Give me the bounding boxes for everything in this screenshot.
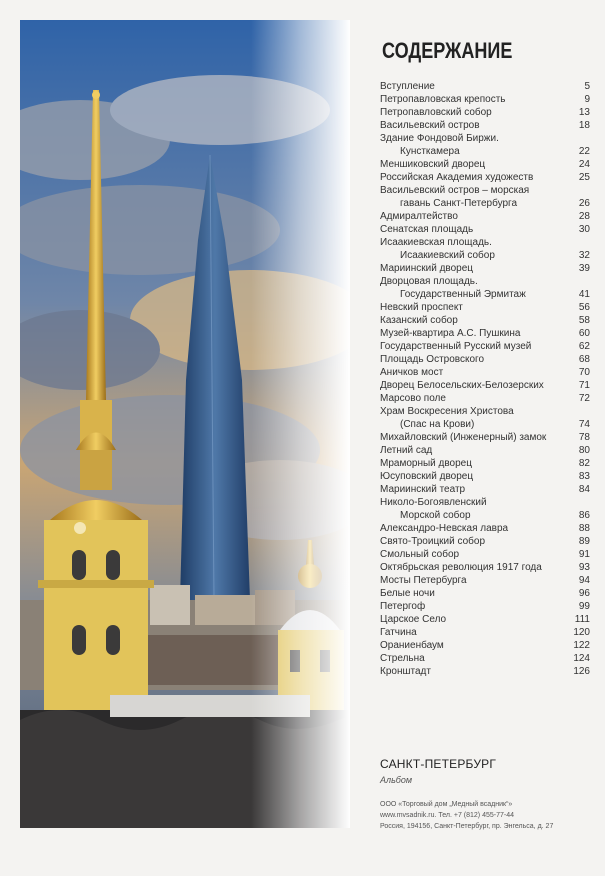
toc-entry: [380, 93, 590, 106]
toc-entry-label-line: Невский проспект: [380, 302, 463, 313]
toc-entry-label: [380, 457, 472, 470]
toc-entry-label: [380, 340, 531, 353]
toc-entry: [380, 405, 590, 431]
toc-entry-page: 26: [578, 198, 590, 209]
toc-entry-label-line: Александро-Невская лавра: [380, 523, 509, 534]
toc-entry: [380, 210, 590, 223]
toc-entry-page: 58: [578, 315, 590, 326]
toc-entry: [380, 587, 590, 600]
toc-entry: [380, 301, 590, 314]
photo-fade-overlay: [20, 20, 350, 828]
toc-entry-label-continuation: Государственный Эрмитаж: [400, 289, 526, 300]
toc-entry: [380, 483, 590, 496]
toc-entry-page: 25: [578, 172, 590, 183]
toc-entry: [380, 262, 590, 275]
toc-entry: [380, 171, 590, 184]
toc-entry: [380, 561, 590, 574]
toc-entry-label-line: Петропавловская крепость: [380, 94, 506, 105]
toc-entry-label: [380, 379, 544, 392]
toc-entry-page: 96: [578, 588, 590, 599]
toc-entry-label: [380, 535, 485, 548]
toc-entry: [380, 327, 590, 340]
toc-entry: [380, 613, 590, 626]
toc-entry-page: 84: [578, 484, 590, 495]
toc-entry-page: 22: [578, 146, 590, 157]
toc-entry-label: [380, 210, 458, 223]
toc-entry-label: [380, 158, 485, 171]
publisher-line-2: www.mvsadnik.ru. Тел. +7 (812) 455-77-44: [380, 812, 514, 819]
toc-entry-label: [380, 470, 473, 483]
toc-entry: [380, 132, 590, 158]
toc-entry-page: 70: [578, 367, 590, 378]
toc-entry-page: 32: [578, 250, 590, 261]
toc-entry-label-line: Российская Академия художеств: [380, 172, 534, 183]
toc-entry-label: [380, 275, 526, 301]
toc-entry-page: 93: [578, 562, 590, 573]
toc-entry-label: [380, 171, 533, 184]
toc-entry-label: [380, 184, 529, 210]
toc-entry: [380, 652, 590, 665]
toc-entry-page: 91: [578, 549, 590, 560]
toc-entry: [380, 353, 590, 366]
toc-title: СОДЕРЖАНИЕ: [382, 38, 513, 63]
toc-entry-page: 60: [578, 328, 590, 339]
toc-entry-page: 39: [578, 263, 590, 274]
toc-entry-page: 74: [578, 419, 590, 430]
toc-entry-label: [380, 652, 425, 665]
toc-entry: [380, 548, 590, 561]
toc-entry-label: [380, 613, 446, 626]
toc-entry-page: 62: [578, 341, 590, 352]
toc-entry-label-line: Дворцовая площадь.: [380, 276, 478, 287]
toc-entry-label: [380, 301, 463, 314]
toc-entry-label-line: Смольный собор: [380, 549, 460, 560]
toc-entry-label-line: Октябрьская революция 1917 года: [380, 562, 542, 573]
toc-entry-page: 78: [578, 432, 590, 443]
toc-list: [380, 80, 590, 678]
toc-entry-label-continuation: гавань Санкт-Петербурга: [400, 198, 518, 209]
toc-entry: [380, 223, 590, 236]
toc-entry-label-line: Петергоф: [380, 601, 426, 612]
toc-entry-label: [380, 626, 417, 639]
toc-entry-label-line: Свято-Троицкий собор: [380, 536, 486, 547]
toc-entry-label-line: Казанский собор: [380, 315, 458, 326]
toc-entry-label-line: Меншиковский дворец: [380, 159, 486, 170]
toc-entry-page: 80: [578, 445, 590, 456]
toc-entry-label-line: Летний сад: [380, 445, 433, 456]
toc-entry-label-line: Белые ночи: [380, 588, 435, 599]
toc-entry-page: 5: [584, 81, 590, 92]
toc-entry-page: 126: [573, 666, 590, 677]
book-title: САНКТ-ПЕТЕРБУРГ: [380, 757, 497, 771]
toc-entry-label-line: Музей-квартира А.С. Пушкина: [380, 328, 521, 339]
toc-entry: [380, 366, 590, 379]
toc-entry-label-continuation: Морской собор: [400, 510, 471, 521]
toc-entry-label-line: Стрельна: [380, 653, 425, 664]
toc-entry-label-continuation: (Спас на Крови): [400, 419, 475, 430]
toc-entry-label: [380, 483, 465, 496]
toc-entry-page: 111: [574, 614, 590, 625]
publisher-line-1: ООО «Торговый дом „Медный всадник“»: [380, 801, 513, 808]
toc-entry-label: [380, 132, 499, 158]
toc-entry-label-continuation: Исаакиевский собор: [400, 250, 495, 261]
toc-entry-label: [380, 93, 506, 106]
toc-entry-page: 122: [573, 640, 590, 651]
toc-entry: [380, 535, 590, 548]
book-imprint: [380, 757, 590, 832]
toc-entry-label: [380, 665, 431, 678]
toc-entry: [380, 392, 590, 405]
toc-entry-label-line: Сенатская площадь: [380, 224, 474, 235]
toc-entry-label: [380, 236, 495, 262]
toc-entry-label-line: Здание Фондовой Биржи.: [380, 133, 499, 144]
toc-entry: [380, 314, 590, 327]
toc-entry-label-line: Михайловский (Инженерный) замок: [380, 432, 547, 443]
toc-entry: [380, 379, 590, 392]
toc-entry-page: 56: [578, 302, 590, 313]
toc-entry-page: 99: [578, 601, 590, 612]
toc-entry: [380, 457, 590, 470]
toc-entry: [380, 665, 590, 678]
toc-entry: [380, 431, 590, 444]
toc-entry-page: 124: [573, 653, 590, 664]
toc-entry-label: [380, 639, 444, 652]
toc-entry-label-line: Ораниенбаум: [380, 640, 444, 651]
toc-entry-label-continuation: Кунсткамера: [400, 146, 460, 157]
toc-entry: [380, 639, 590, 652]
toc-entry-label: [380, 119, 480, 132]
toc-entry: [380, 496, 590, 522]
toc-entry-label: [380, 496, 487, 522]
toc-entry-label: [380, 587, 435, 600]
toc-entry: [380, 80, 590, 93]
toc-entry: [380, 275, 590, 301]
toc-entry-label-line: Юсуповский дворец: [380, 471, 474, 482]
toc-entry-page: 9: [584, 94, 590, 105]
toc-entry-label: [380, 314, 458, 327]
toc-entry: [380, 106, 590, 119]
toc-entry-label-line: Гатчина: [380, 627, 417, 638]
toc-entry-label-line: Мраморный дворец: [380, 458, 472, 469]
toc-entry-label-line: Марсово поле: [380, 393, 446, 404]
toc-entry: [380, 600, 590, 613]
toc-entry-page: 71: [578, 380, 590, 391]
toc-entry-label: [380, 431, 546, 444]
toc-entry-label: [380, 392, 446, 405]
toc-entry-label: [380, 405, 514, 431]
toc-entry-label-line: Аничков мост: [380, 367, 444, 378]
toc-entry-label: [380, 548, 459, 561]
toc-entry: [380, 626, 590, 639]
toc-entry: [380, 340, 590, 353]
toc-entry-label-line: Васильевский остров: [380, 120, 480, 131]
toc-entry-label: [380, 80, 435, 93]
toc-entry-label: [380, 327, 520, 340]
toc-entry-label: [380, 366, 443, 379]
toc-entry-page: 89: [578, 536, 590, 547]
toc-entry-label: [380, 561, 542, 574]
toc-entry-page: 83: [578, 471, 590, 482]
toc-entry-label-line: Мариинский театр: [380, 484, 466, 495]
toc-entry-label-line: Николо-Богоявленский: [380, 497, 487, 508]
toc-entry-label-line: Храм Воскресения Христова: [380, 406, 514, 417]
toc-entry-page: 120: [573, 627, 590, 638]
toc-entry: [380, 119, 590, 132]
toc-entry-label: [380, 600, 425, 613]
toc-entry-label-line: Царское Село: [380, 614, 447, 625]
toc-entry-page: 30: [578, 224, 590, 235]
book-subtitle: Альбом: [380, 775, 413, 785]
toc-entry-page: 41: [578, 289, 590, 300]
toc-entry-page: 28: [578, 211, 590, 222]
toc-entry-page: 86: [578, 510, 590, 521]
toc-entry-label: [380, 223, 473, 236]
toc-entry-page: 18: [578, 120, 590, 131]
toc-entry-label-line: Мосты Петербурга: [380, 575, 467, 586]
toc-entry-label: [380, 353, 484, 366]
toc-entry-label: [380, 444, 432, 457]
toc-entry: [380, 522, 590, 535]
toc-entry-label-line: Васильевский остров – морская: [380, 185, 530, 196]
toc-entry-label-line: Исаакиевская площадь.: [380, 237, 492, 248]
toc-entry-page: 13: [578, 107, 590, 118]
toc-entry-label-line: Площадь Островского: [380, 354, 485, 365]
toc-entry: [380, 574, 590, 587]
toc-entry-page: 72: [578, 393, 590, 404]
toc-entry-label-line: Адмиралтейство: [380, 211, 458, 222]
toc-entry-label-line: Вступление: [380, 81, 435, 92]
toc-entry-page: 88: [578, 523, 590, 534]
toc-entry-label-line: Мариинский дворец: [380, 263, 474, 274]
toc-entry: [380, 470, 590, 483]
toc-entry-label: [380, 574, 467, 587]
toc-entry-label-line: Дворец Белосельских-Белозерских: [380, 380, 544, 391]
toc-entry: [380, 184, 590, 210]
toc-entry-page: 68: [578, 354, 590, 365]
toc-entry-label: [380, 522, 508, 535]
cover-photo: [20, 20, 350, 828]
toc-entry-page: 24: [578, 159, 590, 170]
toc-entry: [380, 236, 590, 262]
toc-entry-label-line: Государственный Русский музей: [380, 341, 532, 352]
toc-entry-label-line: Петропавловский собор: [380, 107, 492, 118]
toc-entry-label: [380, 262, 473, 275]
toc-entry: [380, 444, 590, 457]
toc-entry-page: 94: [578, 575, 590, 586]
toc-entry-page: 82: [578, 458, 590, 469]
table-of-contents: [380, 38, 590, 678]
toc-entry-label-line: Кронштадт: [380, 666, 431, 677]
toc-entry: [380, 158, 590, 171]
toc-entry-label: [380, 106, 492, 119]
publisher-line-3: Россия, 194156, Санкт-Петербург, пр. Энгельса, д. 27: [380, 823, 554, 830]
